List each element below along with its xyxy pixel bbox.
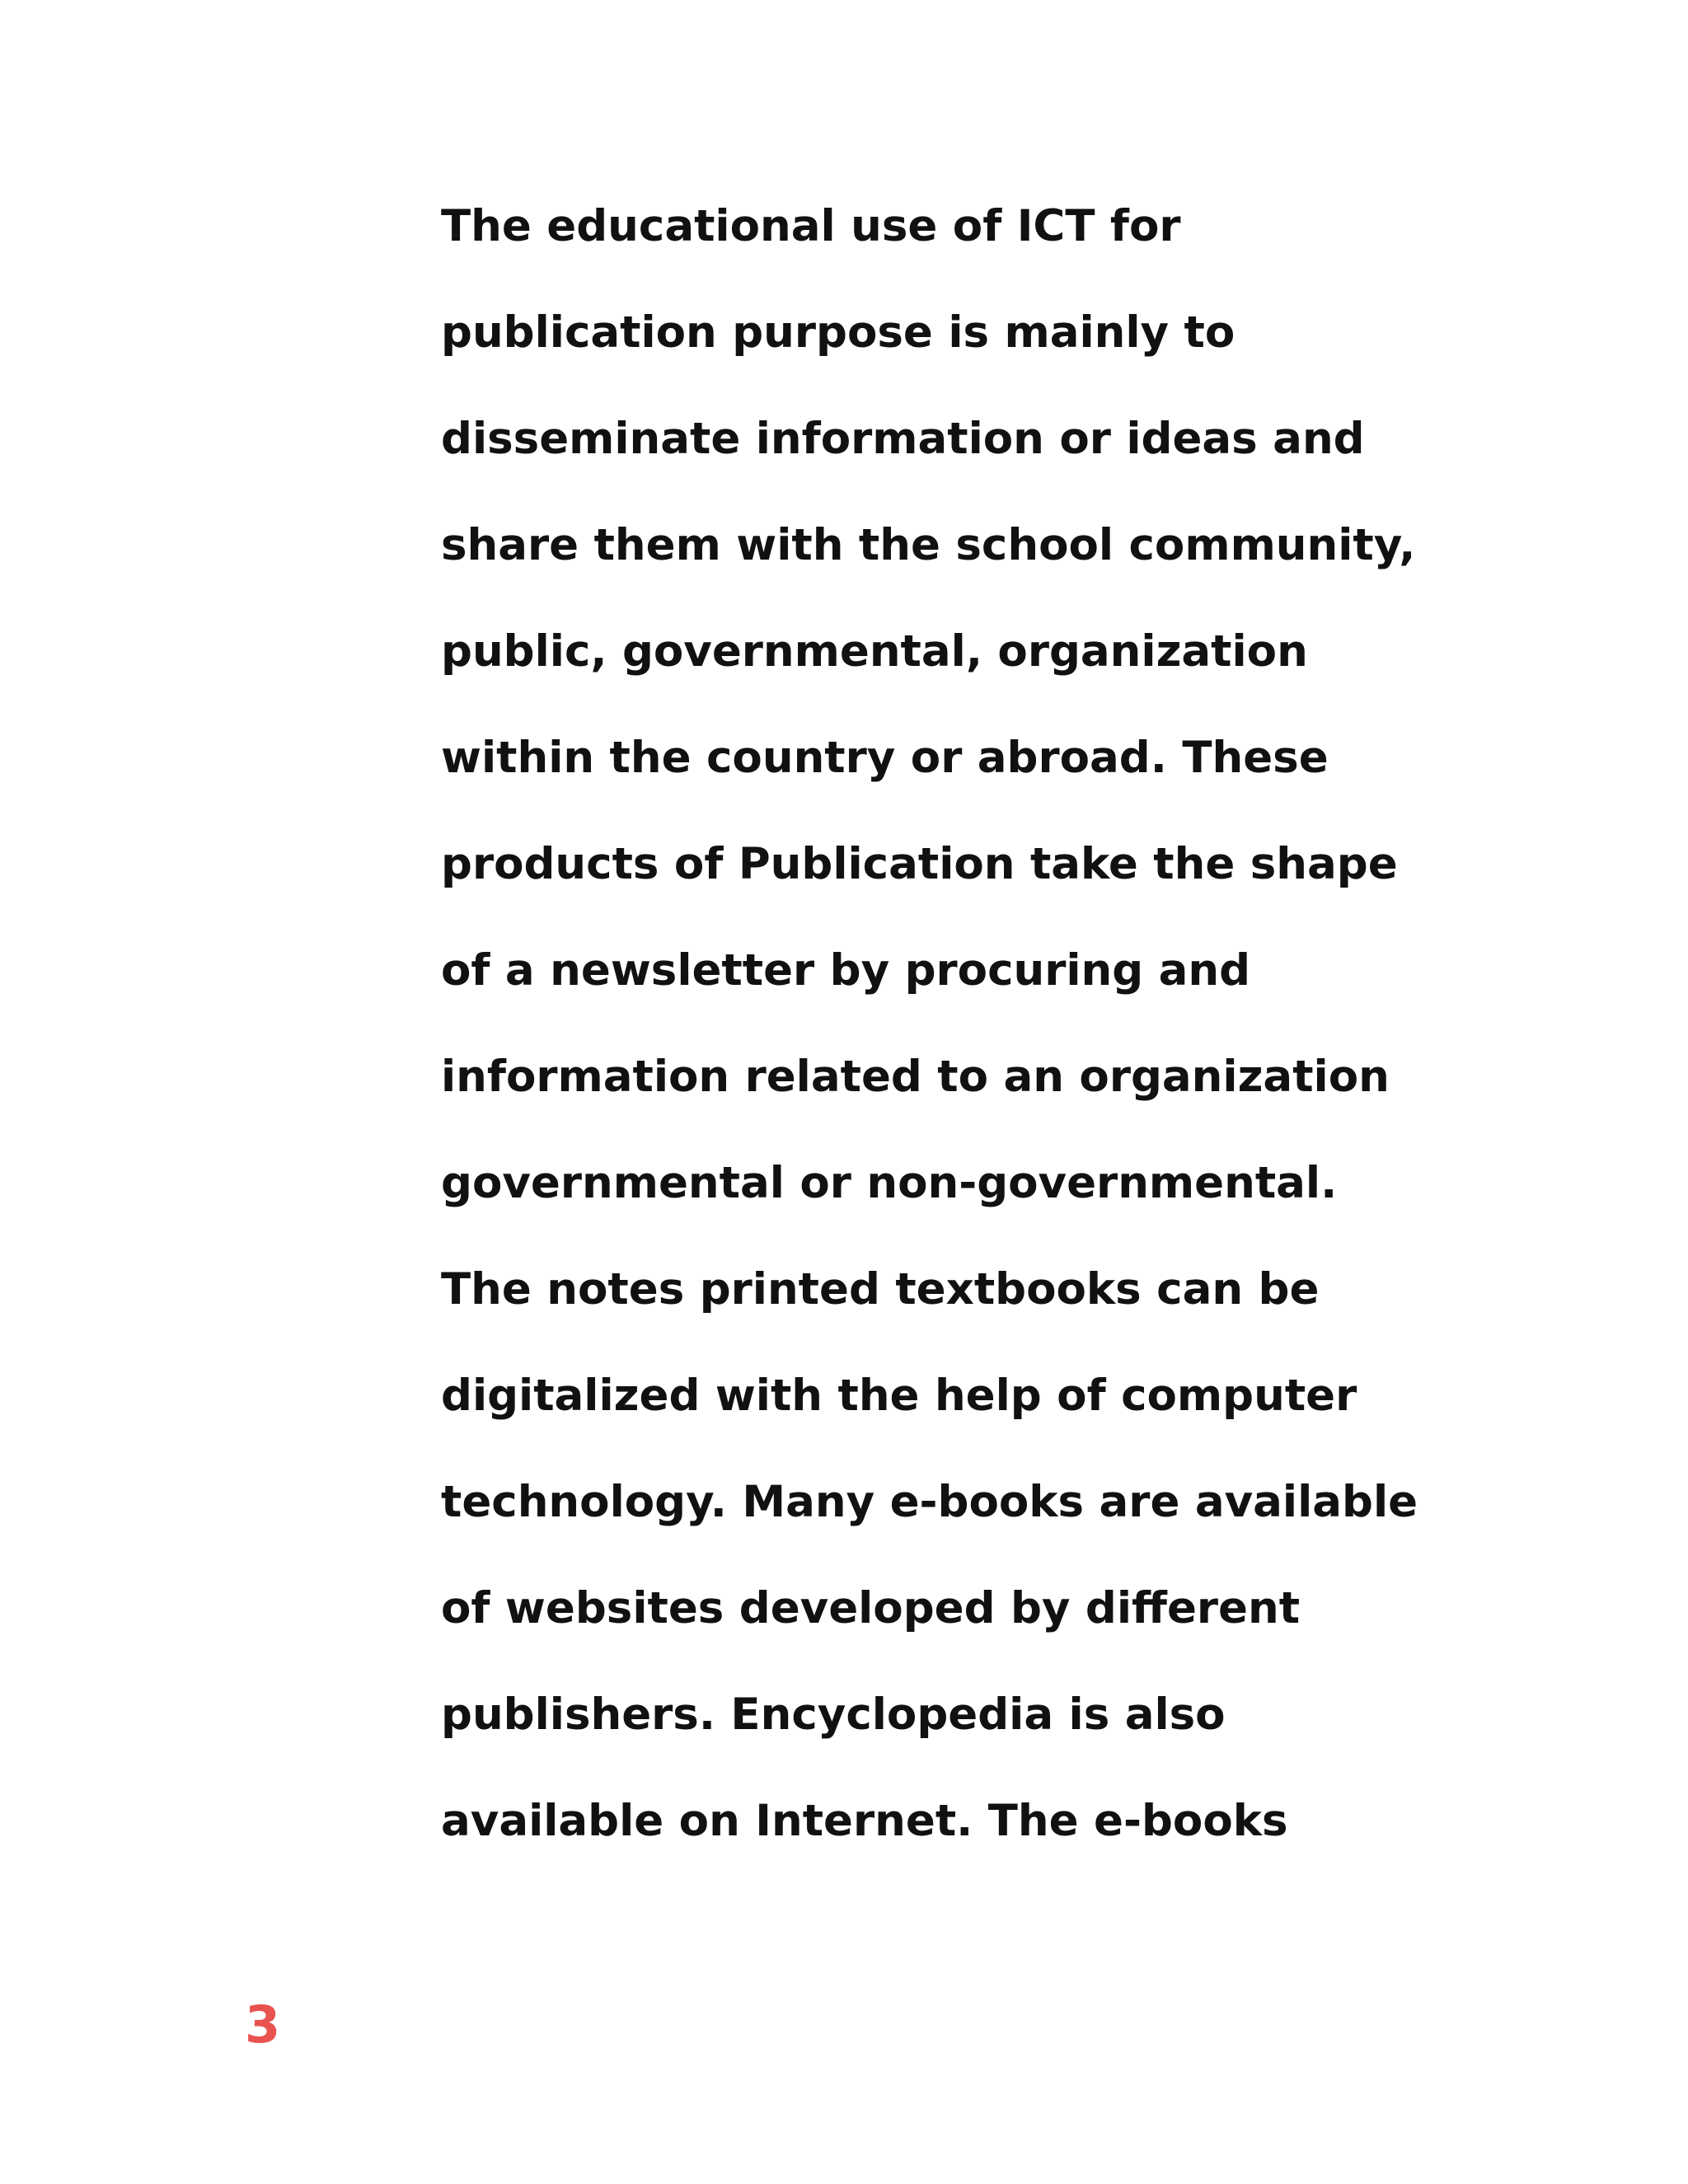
text-line: products of Publication take the shape (441, 839, 1398, 889)
text-line: available on Internet. The e-books (441, 1796, 1288, 1846)
text-line: The educational use of ICT for (441, 201, 1181, 251)
text-line: of a newsletter by procuring and (441, 945, 1251, 996)
body-text (441, 190, 1529, 1891)
text-line: publishers. Encyclopedia is also (441, 1690, 1226, 1740)
text-line: share them with the school community, (441, 520, 1416, 570)
text-line: publication purpose is mainly to (441, 307, 1236, 358)
page-number: 3 (245, 1994, 281, 2055)
text-line: information related to an organization (441, 1052, 1390, 1102)
text-line: governmental or non-governmental. (441, 1158, 1338, 1208)
text-line: within the country or abroad. These (441, 733, 1329, 783)
text-line: The notes printed textbooks can be (441, 1264, 1320, 1315)
text-line: public, governmental, organization (441, 626, 1308, 677)
text-line: technology. Many e-books are available (441, 1477, 1418, 1527)
text-line: of websites developed by different (441, 1583, 1301, 1633)
text-line: disseminate information or ideas and (441, 414, 1365, 464)
text-line: digitalized with the help of computer (441, 1371, 1357, 1421)
